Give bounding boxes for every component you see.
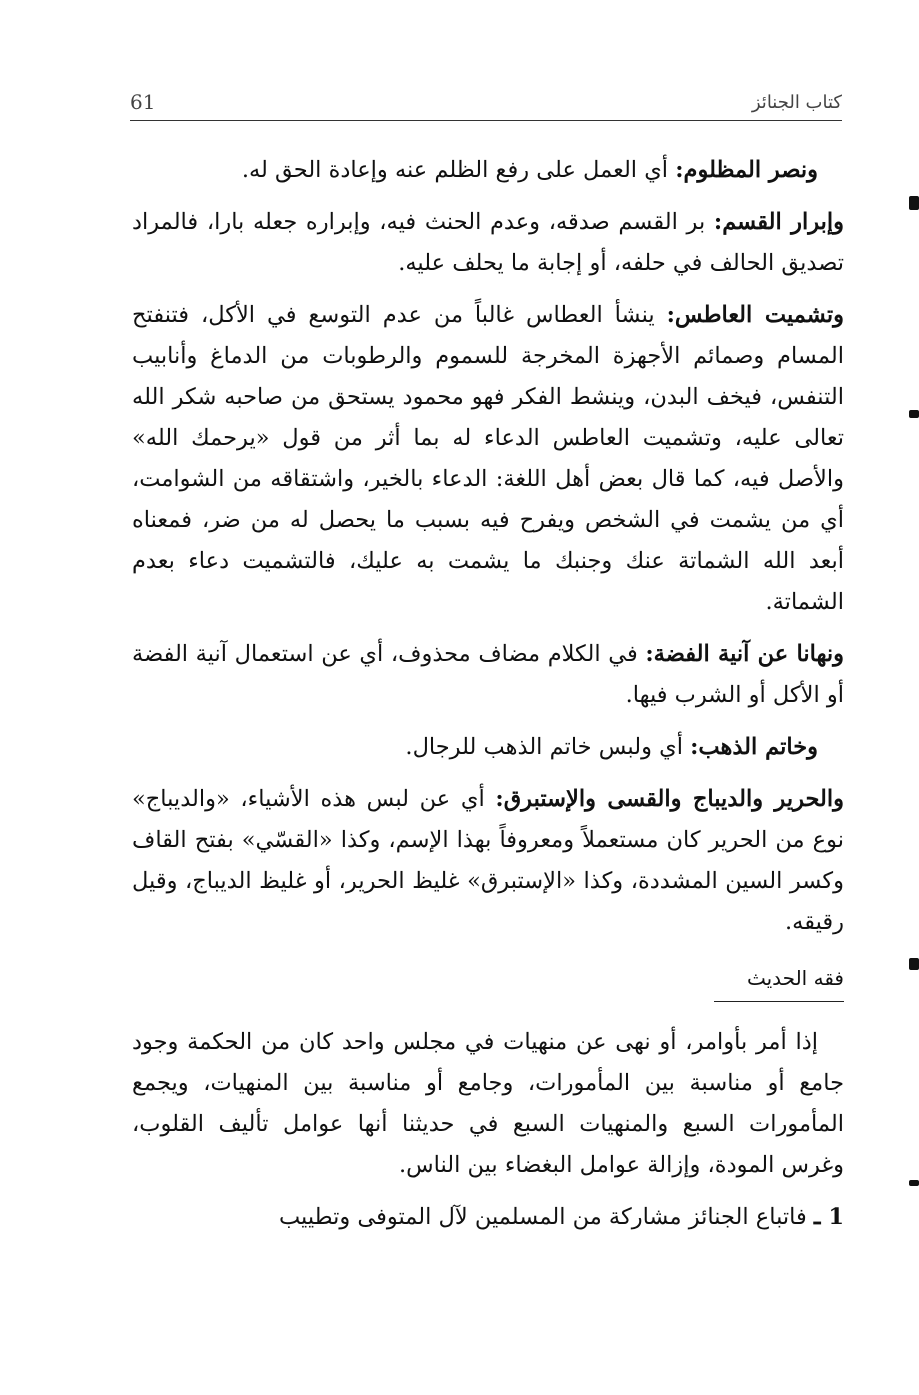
entry-term: وخاتم الذهب: (690, 734, 818, 760)
page-number: 61 (130, 90, 156, 114)
section-heading: فقه الحديث (714, 961, 844, 1002)
entry-term: ونهانا عن آنية الفضة: (645, 641, 844, 667)
entry-paragraph (132, 779, 844, 943)
margin-scan-mark (909, 196, 919, 210)
entry-paragraph (132, 727, 844, 768)
entry-paragraph (132, 634, 844, 716)
entry-term: والحرير والديباج والقسى والإستبرق: (495, 786, 844, 812)
section-body: إذا أمر بأوامر، أو نهى عن منهيات في مجلس واحد كان من الحكمة وجود جامع أو مناسبة بين المأمورات، وجامع أو مناسبة بين المنهيات، ويجمع المأمورات السبع والمنهيات السبع في حديثنا أنها عوامل تأليف القلوب، وغرس المودة، وإزالة عوامل البغضاء بين الناس. (132, 1029, 844, 1178)
entry-text: بر القسم صدقه، وعدم الحنث فيه، وإبراره جعله بارا، فالمراد تصديق الحالف في حلفه، أو إجابة ما يحلف عليه. (132, 209, 844, 276)
page-content (132, 150, 844, 1249)
entry-text: أي ولبس خاتم الذهب للرجال. (405, 734, 691, 760)
page-header (130, 88, 842, 121)
entry-paragraph (132, 150, 844, 191)
entry-text: أي عن لبس هذه الأشياء، «والديباج» نوع من الحرير كان مستعملاً ومعروفاً بهذا الإسم، وكذا «القسّي» بفتح القاف وكسر السين المشددة، وكذا «الإستبرق» غليظ الحرير، أو غليظ الديباج، وقيل رقيقه. (132, 786, 844, 935)
running-title: كتاب الجنائز (751, 92, 842, 113)
margin-scan-mark (909, 1180, 919, 1186)
item-number: 1 ـ (813, 1204, 844, 1230)
margin-scan-mark (909, 410, 919, 418)
numbered-item (132, 1197, 844, 1238)
margin-scan-mark (909, 958, 919, 970)
item-text: فاتباع الجنائز مشاركة من المسلمين لآل المتوفى وتطييب (278, 1204, 814, 1230)
entry-paragraph (132, 202, 844, 284)
entry-term: وتشميت العاطس: (666, 302, 844, 328)
entry-paragraph (132, 295, 844, 623)
entry-text: ينشأ العطاس غالباً من عدم التوسع في الأكل، فتنفتح المسام وصمائم الأجهزة المخرجة للسموم والرطوبات من الدماغ وأنابيب التنفس، فيخف البدن، وينشط الفكر فهو محمود يستحق من صاحبه شكر الله تعالى عليه، وتشميت العاطس الدعاء له بما أثر من قول «يرحمك الله» والأصل فيه، كما قال بعض أهل اللغة: الدعاء بالخير، واشتقاقه من الشوامت، أي من يشمت في الشخص ويفرح فيه بسبب ما يحصل له من ضر، فمعناه أبعد الله الشماتة عنك وجنبك ما يشمت به عليك، فالتشميت دعاء بعدم الشماتة. (132, 302, 844, 615)
entry-text: في الكلام مضاف محذوف، أي عن استعمال آنية الفضة أو الأكل أو الشرب فيها. (132, 641, 844, 708)
entry-term: ونصر المظلوم: (675, 157, 818, 183)
entry-term: وإبرار القسم: (713, 209, 844, 235)
entry-text: أي العمل على رفع الظلم عنه وإعادة الحق له. (241, 157, 676, 183)
